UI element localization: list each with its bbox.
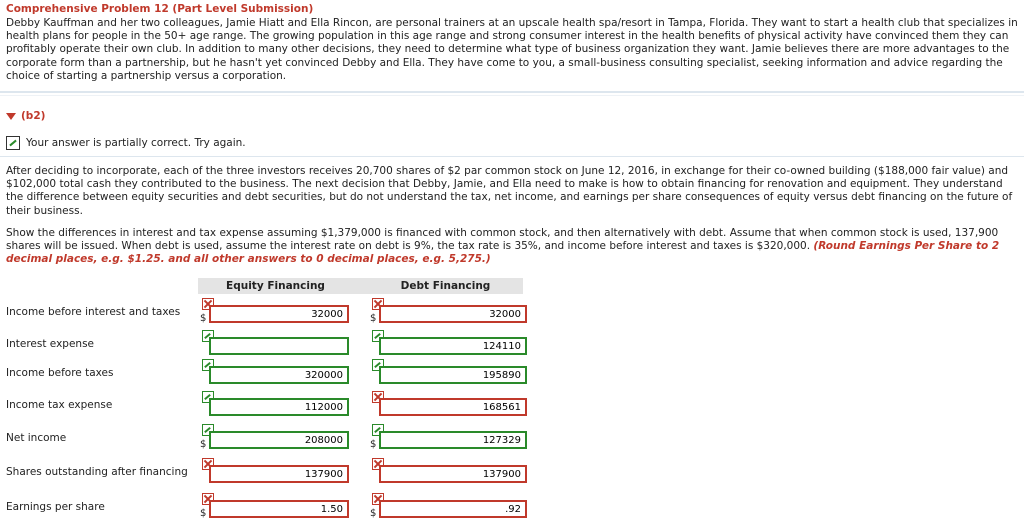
divider xyxy=(0,91,1024,93)
row-label: Net income xyxy=(6,432,67,444)
answer-status-text: Your answer is partially correct. Try again. xyxy=(26,137,246,149)
currency-symbol: $ xyxy=(370,313,377,324)
answer-status xyxy=(6,136,246,150)
equity-financing-header: Equity Financing xyxy=(198,278,353,294)
debt-financing-header: Debt Financing xyxy=(368,278,523,294)
instructions-text: Show the differences in interest and tax expense assuming $1,379,000 is financed with common stock, and then alternatively with debt. Assume that when common stock is used, 137,900 shares will be issued. When debt is used, assume the interest rate on debt is 9%, the tax rate is 35%, and income before interest and taxes is $320,000. xyxy=(6,227,999,253)
debt-income-before-interest-and-taxes-input[interactable] xyxy=(379,305,527,323)
row-label: Interest expense xyxy=(6,338,94,350)
equity-shares-outstanding-after-financing-input[interactable] xyxy=(209,465,349,483)
debt-earnings-per-share-input[interactable] xyxy=(379,500,527,518)
currency-symbol: $ xyxy=(200,439,207,450)
row-label: Earnings per share xyxy=(6,501,105,513)
problem-title: Comprehensive Problem 12 (Part Level Submission) xyxy=(6,3,314,15)
currency-symbol: $ xyxy=(370,439,377,450)
row-label: Income tax expense xyxy=(6,399,113,411)
divider xyxy=(0,95,1024,96)
debt-income-tax-expense-input[interactable] xyxy=(379,398,527,416)
collapse-triangle-icon[interactable] xyxy=(6,113,16,120)
debt-interest-expense-input[interactable] xyxy=(379,337,527,355)
currency-symbol: $ xyxy=(200,313,207,324)
rounding-instruction: (Round Earnings Per Share to 2 decimal places, e.g. $1.25. and all other answers to 0 decimal places, e.g. 5,275.) xyxy=(6,240,1000,266)
equity-earnings-per-share-input[interactable] xyxy=(209,500,349,518)
row-label: Income before taxes xyxy=(6,367,114,379)
divider xyxy=(0,156,1024,157)
debt-income-before-taxes-input[interactable] xyxy=(379,366,527,384)
debt-net-income-input[interactable] xyxy=(379,431,527,449)
part-instructions xyxy=(6,227,1022,267)
equity-income-tax-expense-input[interactable] xyxy=(209,398,349,416)
currency-symbol: $ xyxy=(370,508,377,519)
part-description: After deciding to incorporate, each of the three investors receives 20,700 shares of $2 par common stock on June 12, 2016, in exchange for their co-owned building ($188,000 fair value) and $102,000 total cash they contributed to the business. The next decision that Debby, Jamie, and Ella need to make is how to obtain financing for renovation and equipment. They understand the difference between equity securities and debt securities, but do not understand the tax, net income, and earnings per share consequences of equity versus debt financing on the future of their business. xyxy=(6,165,1013,217)
problem-intro: Debby Kauffman and her two colleagues, Jamie Hiatt and Ella Rincon, are personal trainers at an upscale health spa/resort in Tampa, Florida. They want to start a health club that specializes in health plans for people in the 50+ age range. The growing population in this age range and strong consumer interest in the health benefits of physical activity have convinced them they can profitably operate their own club. In addition to many other decisions, they need to determine what type of business organization they want. Jamie believes there are more advantages to the corporate form than a partnership, but he hasn't yet convinced Debby and Ella. They have come to you, a small-business consulting specialist, seeking information and advice regarding the choice of starting a partnership versus a corporation. xyxy=(6,17,1018,82)
row-label: Shares outstanding after financing xyxy=(6,466,188,478)
currency-symbol: $ xyxy=(200,508,207,519)
equity-interest-expense-input[interactable] xyxy=(209,337,349,355)
equity-net-income-input[interactable] xyxy=(209,431,349,449)
equity-income-before-taxes-input[interactable] xyxy=(209,366,349,384)
part-toggle[interactable] xyxy=(6,110,45,122)
equity-income-before-interest-and-taxes-input[interactable] xyxy=(209,305,349,323)
debt-shares-outstanding-after-financing-input[interactable] xyxy=(379,465,527,483)
part-label: (b2) xyxy=(21,110,46,122)
row-label: Income before interest and taxes xyxy=(6,306,181,318)
partial-check-icon xyxy=(6,136,20,150)
